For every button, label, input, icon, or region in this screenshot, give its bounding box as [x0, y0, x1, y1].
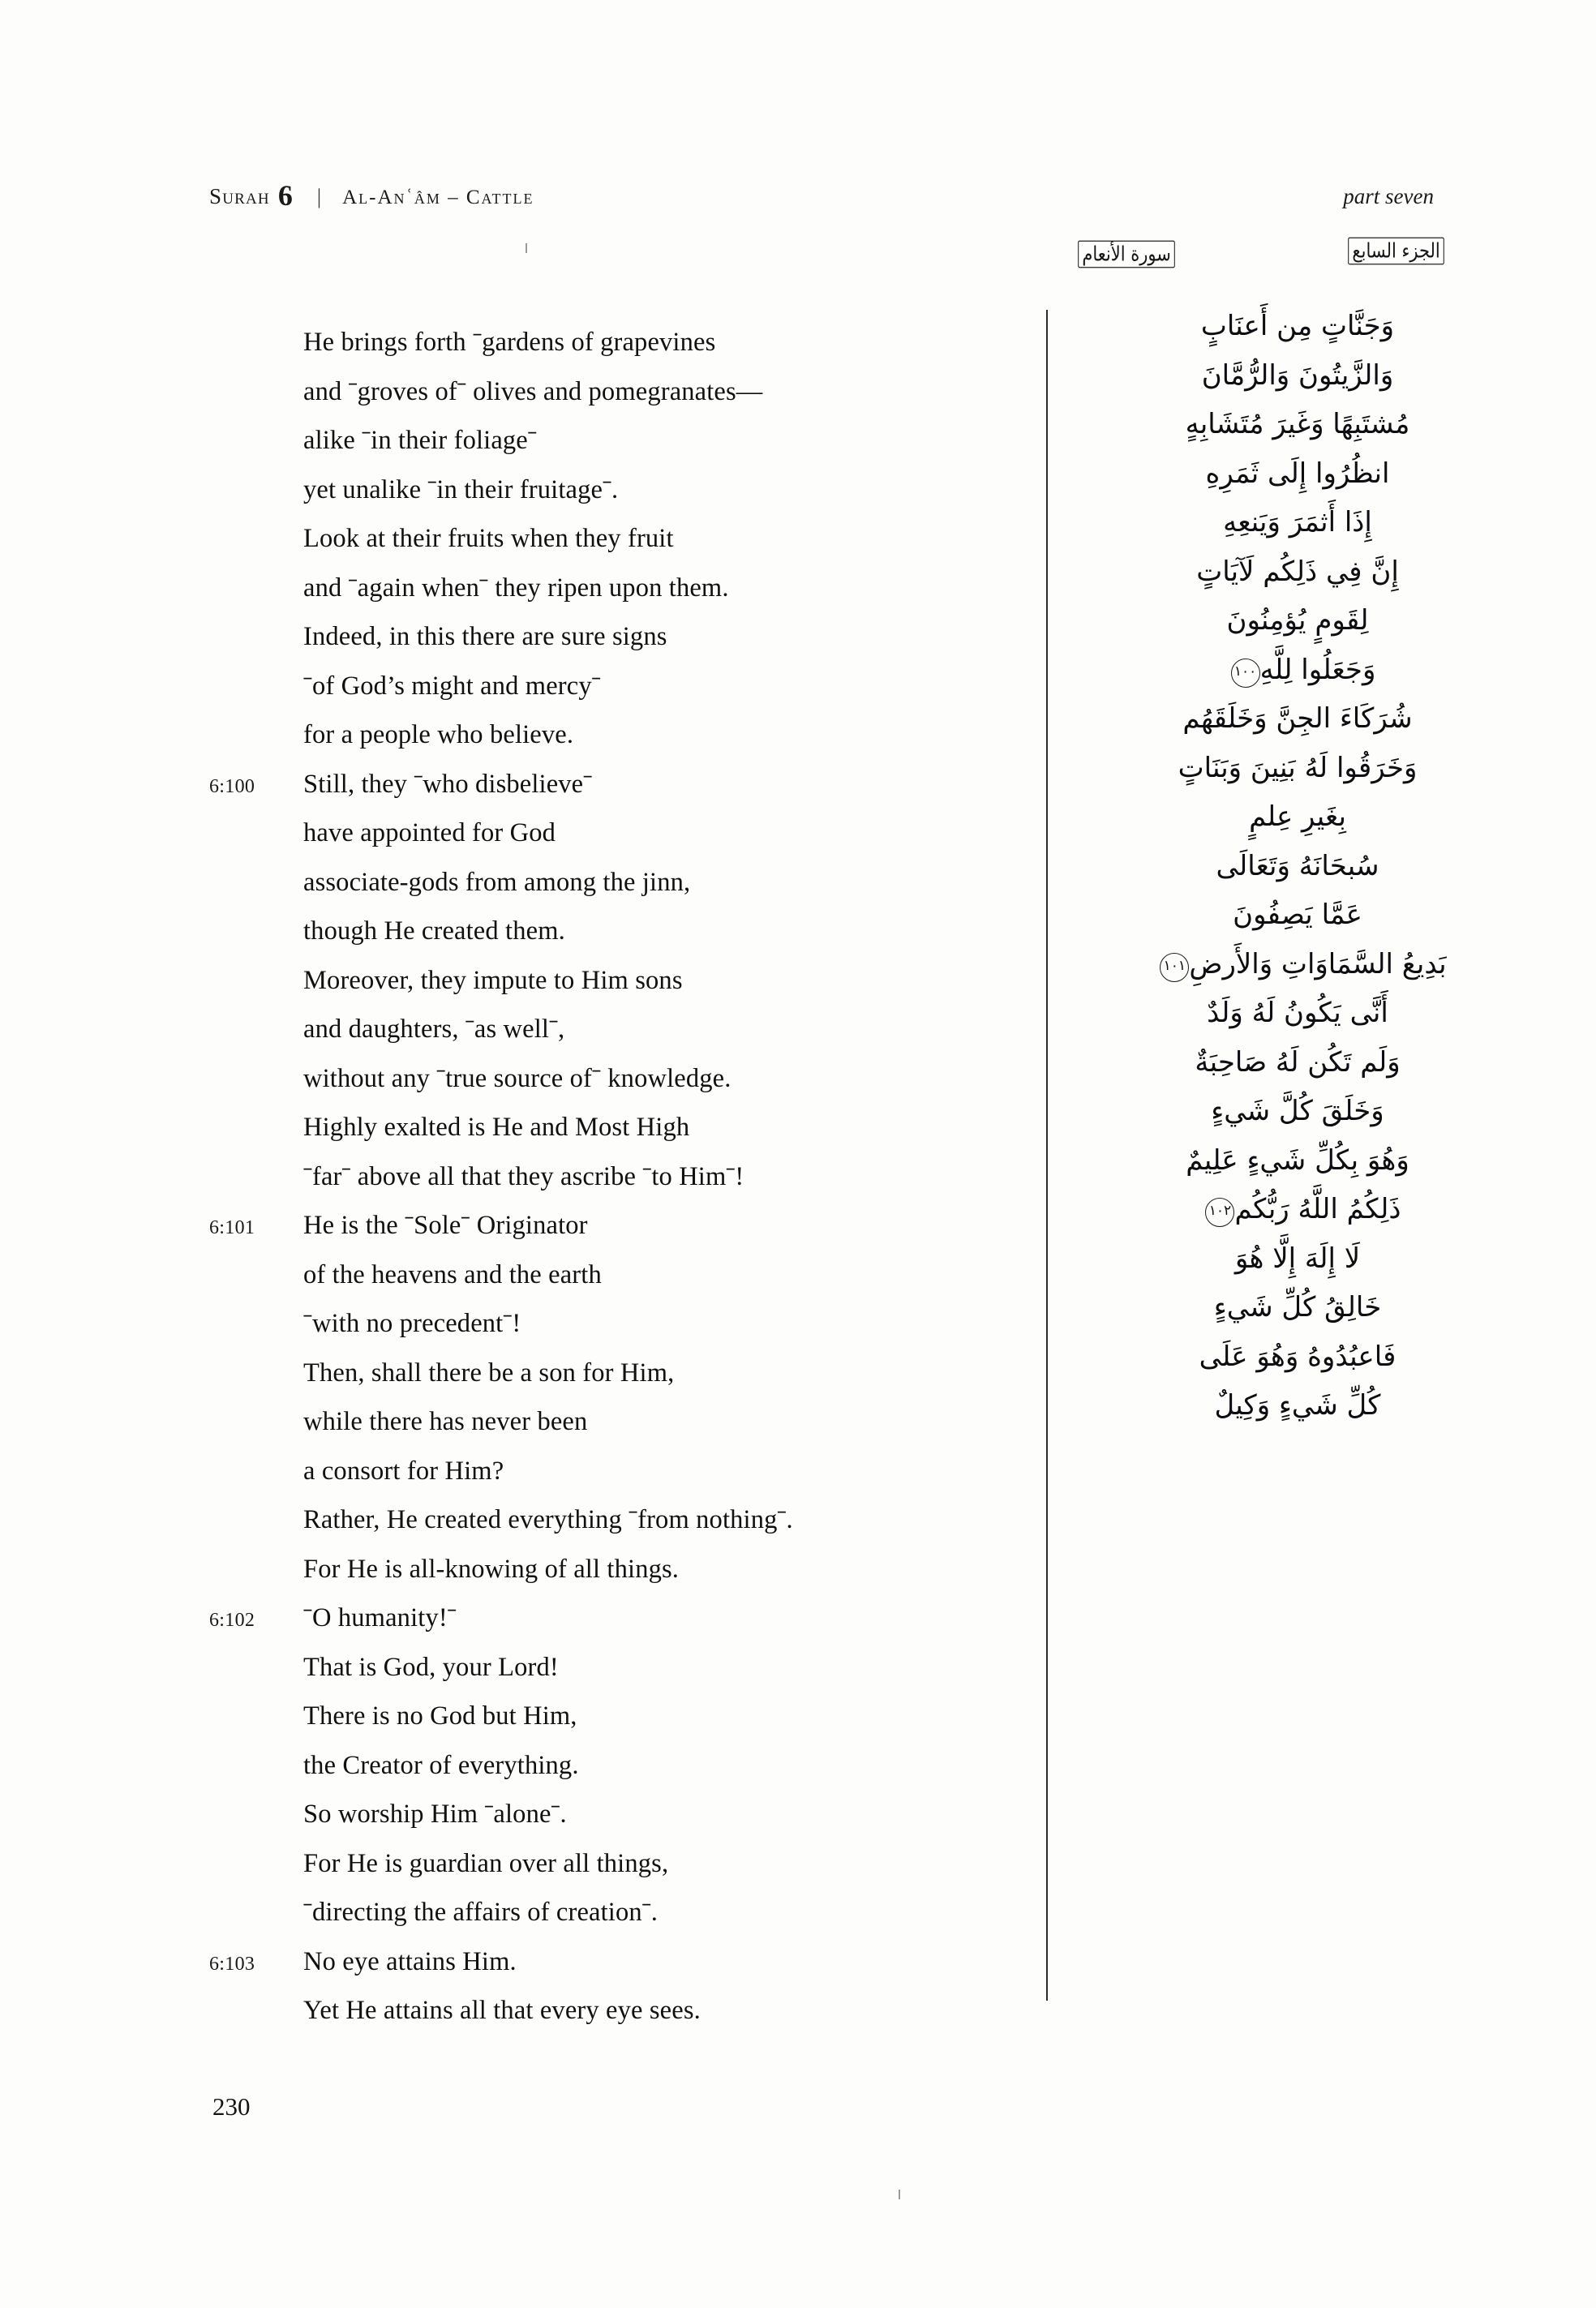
verse-block — [209, 760, 1020, 1202]
verse-line: That is God, your Lord! — [303, 1652, 559, 1682]
verse-number: 6:102 — [209, 1610, 255, 1631]
ayah-number-marker: ١٠١ — [1160, 953, 1189, 982]
running-head-surah-number: 6 — [277, 179, 293, 212]
verse-lines — [303, 318, 1020, 760]
page-number: 230 — [212, 2092, 251, 2121]
arabic-line — [1054, 940, 1541, 989]
verse-line: Then, shall there be a son for Him, — [303, 1358, 675, 1388]
arabic-line-text: بَدِيعُ السَّمَاوَاتِ وَالأَرضِ — [1189, 947, 1447, 980]
arabic-line-text: لِقَومٍ يُؤمِنُونَ — [1226, 604, 1369, 637]
arabic-line-text: إِنَّ فِي ذَلِكُم لَآيَاتٍ — [1196, 555, 1399, 588]
arabic-line — [1054, 1038, 1541, 1088]
verse-line: He brings forth ˉgardens of grapevines — [303, 328, 716, 357]
verse-line: ˉwith no precedentˉ! — [303, 1309, 521, 1338]
verse-line: the Creator of everything. — [303, 1750, 579, 1780]
verse-line: and ˉagain whenˉ they ripen upon them. — [303, 573, 729, 603]
arabic-line-text: فَاعبُدُوهُ وَهُوَ عَلَى — [1199, 1340, 1396, 1373]
arabic-line-text: عَمَّا يَصِفُونَ — [1233, 899, 1362, 931]
running-head-surah-label: Surah — [209, 184, 270, 208]
verse-line: He is the ˉSoleˉ Originator — [303, 1211, 588, 1240]
verse-line: Rather, He created everything ˉfrom nothingˉ. — [303, 1505, 793, 1534]
juz-badge-text: الجزء السابع — [1348, 238, 1444, 265]
verse-lines — [303, 760, 1020, 1202]
column-divider-rule — [1046, 310, 1048, 2001]
verse-block — [209, 1201, 1020, 1594]
verse-line: Look at their fruits when they fruit — [303, 524, 674, 553]
juz-badge-arabic — [1348, 238, 1444, 265]
arabic-line-text: مُشتَبِهًا وَغَيرَ مُتَشَابِهٍ — [1185, 408, 1410, 440]
verse-number: 6:100 — [209, 775, 255, 797]
arabic-line — [1054, 351, 1541, 401]
arabic-line-text: وَالزَّيتُونَ وَالرُّمَّانَ — [1201, 358, 1394, 392]
arabic-line — [1054, 1136, 1541, 1186]
arabic-line-text: وَجَعَلُوا لِلَّهِ — [1259, 653, 1376, 686]
verse-line: yet unalike ˉin their fruitageˉ. — [303, 474, 619, 504]
arabic-line-text: وَهُوَ بِكُلِّ شَيءٍ عَلِيمٌ — [1186, 1143, 1409, 1177]
arabic-line-text: خَالِقُ كُلِّ شَيءٍ — [1213, 1291, 1382, 1323]
arabic-line-text: شُرَكَاءَ الجِنَّ وَخَلَقَهُم — [1182, 702, 1413, 735]
running-head-surah-name: Al-Anʿâm – Cattle — [342, 187, 534, 208]
surah-title-badge-text: سورة الأنعام — [1078, 241, 1175, 268]
crop-mark-top — [526, 243, 527, 253]
arabic-line — [1054, 890, 1541, 940]
verse-line: ˉfarˉ above all that they ascribe ˉto Himˉ! — [303, 1161, 744, 1191]
arabic-line-text: إِذَا أَثمَرَ وَيَنعِهِ — [1223, 506, 1372, 538]
verse-number — [209, 345, 303, 350]
verse-line: of the heavens and the earth — [303, 1259, 602, 1289]
verse-line: have appointed for God — [303, 818, 556, 847]
arabic-line — [1054, 596, 1541, 646]
running-head — [209, 177, 1434, 212]
arabic-line-text: ذَلِكُمُ اللَّهُ رَبُّكُم — [1234, 1193, 1401, 1225]
arabic-line — [1054, 547, 1541, 597]
verse-lines — [303, 1937, 1020, 2036]
verse-line: ˉO humanity!ˉ — [303, 1603, 457, 1632]
arabic-line-text: وَخَلَقَ كُلَّ شَيءٍ — [1211, 1095, 1384, 1127]
crop-mark-bottom — [899, 2190, 900, 2199]
verse-line: Yet He attains all that every eye sees. — [303, 1996, 701, 2025]
verse-line: associate-gods from among the jinn, — [303, 867, 691, 897]
verse-block — [209, 1594, 1020, 1937]
verse-line: For He is guardian over all things, — [303, 1848, 669, 1878]
arabic-line-text: بِغَيرِ عِلمٍ — [1249, 800, 1346, 833]
arabic-line — [1054, 989, 1541, 1038]
verse-lines — [303, 1594, 1020, 1937]
arabic-line-text: كُلِّ شَيءٍ وَكِيلٌ — [1214, 1389, 1381, 1422]
verse-line: So worship Him ˉaloneˉ. — [303, 1800, 567, 1829]
arabic-line-text: لَا إِلَهَ إِلَّا هُوَ — [1234, 1242, 1361, 1275]
verse-line: and ˉgroves ofˉ olives and pomegranates— — [303, 376, 763, 406]
arabic-line — [1054, 792, 1541, 842]
verse-line: ˉdirecting the affairs of creationˉ. — [303, 1898, 659, 1927]
verse-number: 6:103 — [209, 1953, 255, 1975]
verse-line: ˉof God’s might and mercyˉ — [303, 671, 601, 701]
verse-line: Moreover, they impute to Him sons — [303, 965, 683, 995]
arabic-line — [1054, 1234, 1541, 1284]
verse-block — [209, 318, 1020, 760]
arabic-line — [1054, 1185, 1541, 1234]
arabic-line-text: سُبحَانَهُ وَتَعَالَى — [1216, 849, 1379, 882]
arabic-line — [1054, 302, 1541, 351]
arabic-line-text: وَجَنَّاتٍ مِن أَعنَابٍ — [1200, 310, 1395, 342]
verse-line: alike ˉin their foliageˉ — [303, 426, 537, 455]
arabic-line-text: وَلَم تَكُن لَهُ صَاحِبَةٌ — [1195, 1045, 1401, 1079]
arabic-line — [1054, 498, 1541, 547]
arabic-line — [1054, 1381, 1541, 1431]
arabic-line-text: انظُرُوا إِلَى ثَمَرِهِ — [1205, 457, 1390, 490]
arabic-line — [1054, 694, 1541, 744]
arabic-line — [1054, 842, 1541, 891]
verse-number: 6:101 — [209, 1217, 255, 1238]
arabic-line — [1054, 1332, 1541, 1382]
running-head-part: part seven — [1343, 184, 1434, 208]
running-head-divider: | — [316, 185, 322, 208]
verse-line: for a people who believe. — [303, 720, 574, 749]
arabic-line — [1054, 744, 1541, 793]
verse-line: No eye attains Him. — [303, 1946, 517, 1976]
verse-line: a consort for Him? — [303, 1456, 504, 1486]
ayah-number-marker: ١٠٠ — [1231, 659, 1260, 688]
verse-line: Indeed, in this there are sure signs — [303, 622, 667, 651]
verse-line: and daughters, ˉas wellˉ, — [303, 1015, 565, 1044]
verse-line: without any ˉtrue source ofˉ knowledge. — [303, 1063, 732, 1093]
verse-line: For He is all-knowing of all things. — [303, 1554, 680, 1584]
arabic-line — [1054, 1283, 1541, 1332]
translation-column — [209, 318, 1020, 2036]
surah-title-badge-arabic — [1078, 241, 1175, 268]
arabic-column — [1054, 302, 1541, 1431]
verse-line: There is no God but Him, — [303, 1701, 577, 1731]
verse-line: Highly exalted is He and Most High — [303, 1113, 690, 1142]
verse-lines — [303, 1201, 1020, 1594]
ayah-number-marker: ١٠٢ — [1205, 1198, 1234, 1227]
arabic-line-text: أَنَّى يَكُونُ لَهُ وَلَدٌ — [1207, 997, 1388, 1029]
verse-line: though He created them. — [303, 916, 565, 946]
verse-line: while there has never been — [303, 1407, 588, 1436]
verse-block — [209, 1937, 1020, 2036]
verse-line: Still, they ˉwho disbelieveˉ — [303, 769, 593, 799]
arabic-line — [1054, 449, 1541, 499]
arabic-line — [1054, 646, 1541, 695]
arabic-line-text: وَخَرَقُوا لَهُ بَنِينَ وَبَنَاتٍ — [1178, 751, 1418, 784]
arabic-line — [1054, 400, 1541, 449]
arabic-line — [1054, 1087, 1541, 1136]
